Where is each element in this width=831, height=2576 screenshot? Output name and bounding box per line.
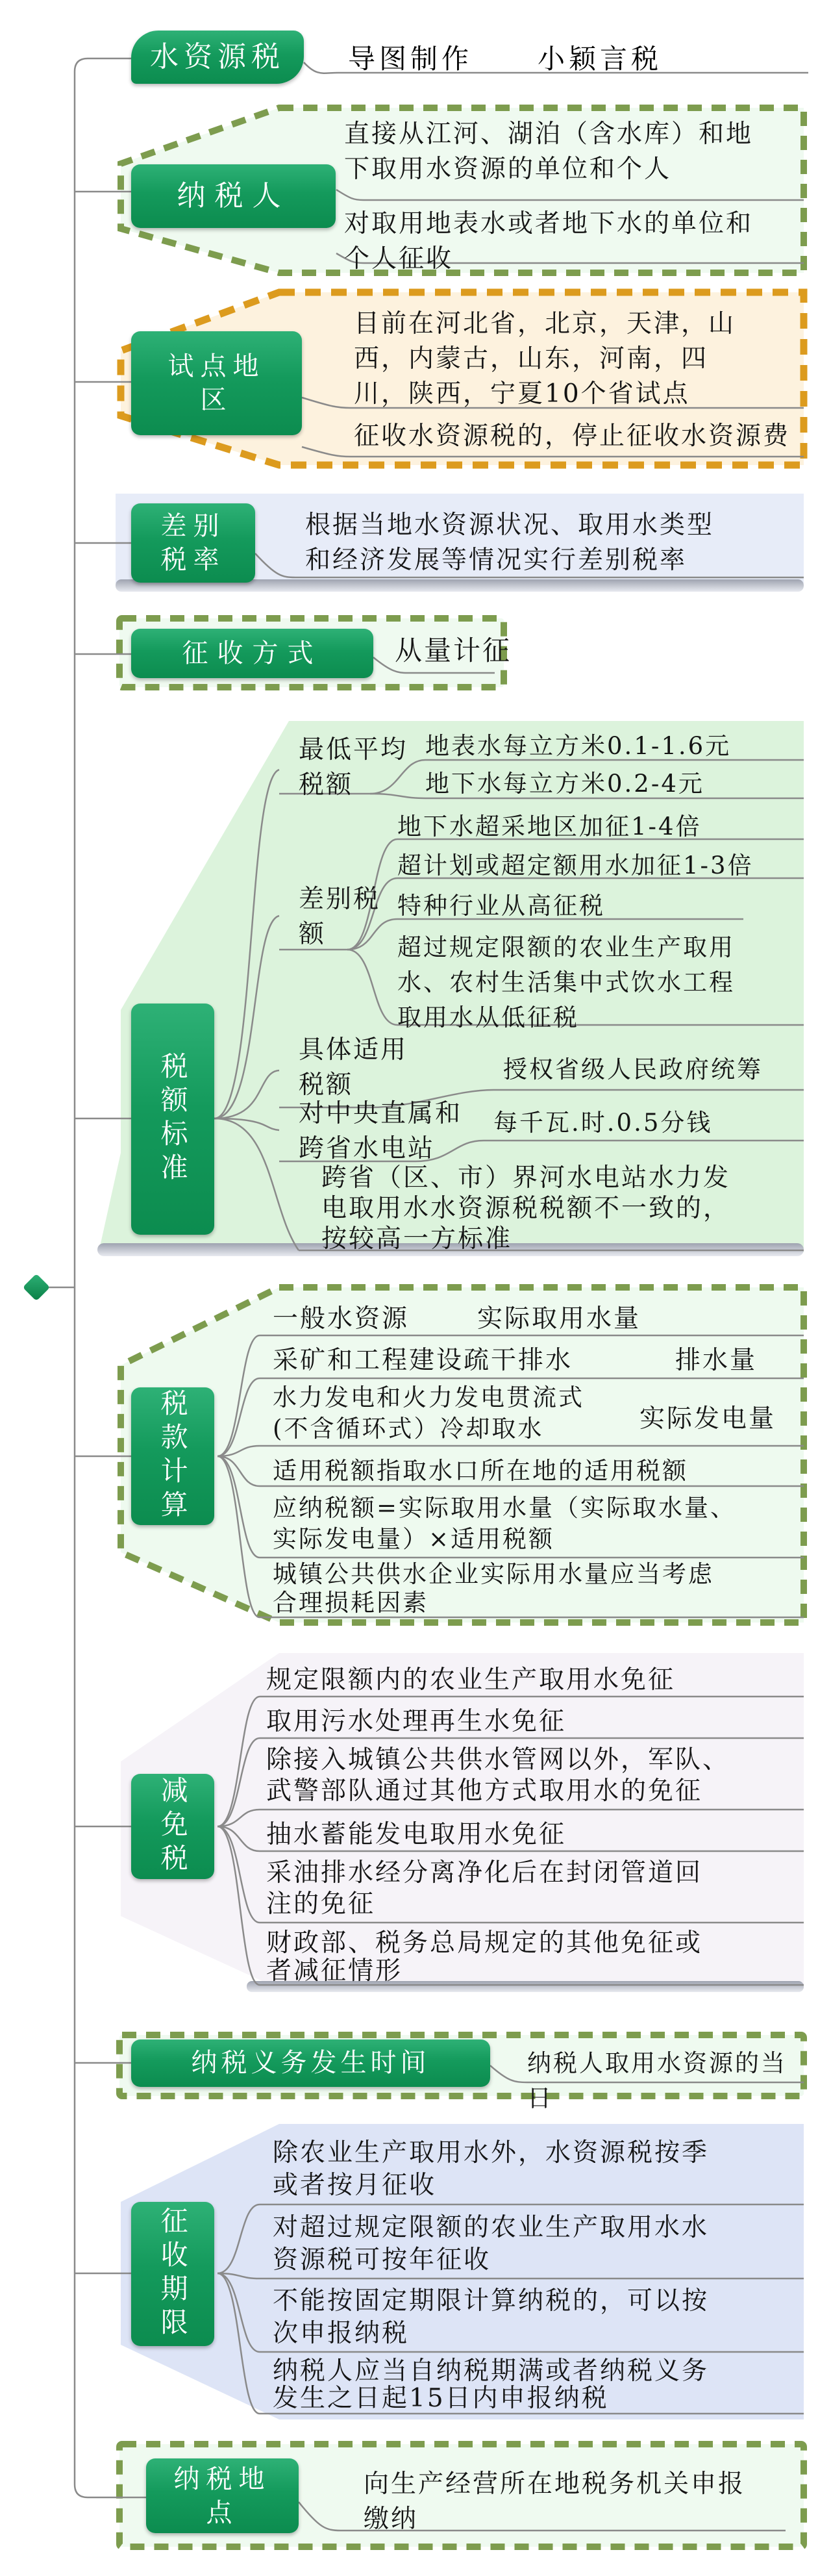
branch-method-label: 征收方式 (182, 638, 323, 668)
group-central-label[interactable]: 对中央直属和跨省水电站 (299, 1099, 463, 1163)
node-calc-row-2-value[interactable]: 实际发电量 (639, 1404, 776, 1433)
node-place-item-0[interactable]: 向生产经营所在地税务机关申报缴纳 (364, 2469, 746, 2534)
branch-pilot[interactable] (131, 331, 302, 435)
credit-maker: 导图制作 (348, 43, 473, 75)
node-exemption-item-5[interactable]: 财政部、税务总局规定的其他免征或者减征情形 (266, 1928, 703, 1986)
branch-diff-rate-label: 差别税率 (160, 511, 226, 575)
node-calc-row-3[interactable]: 适用税额指取水口所在地的适用税额 (273, 1457, 688, 1485)
node-period-item-1[interactable]: 对超过规定限额的农业生产取用水水资源税可按年征收 (273, 2213, 710, 2275)
branch-calculation[interactable] (131, 1387, 214, 1525)
node-taxpayer-item-0[interactable]: 直接从江河、湖泊（含水库）和地下取用水资源的单位和个人 (344, 120, 754, 184)
branch-calculation-label: 税款计算 (156, 1389, 189, 1524)
node-standard-g3-item-0[interactable]: 每千瓦.时.0.5分钱 (493, 1109, 713, 1137)
branch-standard[interactable] (131, 1004, 214, 1235)
branch-exemption-label: 减免税 (156, 1776, 189, 1877)
root-label: 水资源税 (150, 40, 285, 74)
node-exemption-item-3[interactable]: 抽水蓄能发电取用水免征 (266, 1820, 567, 1849)
branch-taxpayer[interactable] (131, 164, 336, 228)
branch-obligation-time-label: 纳税义务发生时间 (191, 2048, 430, 2078)
node-exemption-item-0[interactable]: 规定限额内的农业生产取用水免征 (266, 1665, 676, 1695)
node-standard-g2-item-0[interactable]: 授权省级人民政府统筹 (503, 1055, 763, 1083)
node-standard-item-0[interactable]: 跨省（区、市）界河水电站水力发电取用水水资源税税额不一致的，按较高一方标准 (321, 1163, 731, 1254)
node-obligation-item-0[interactable]: 纳税人取用水资源的当日 (527, 2049, 787, 2112)
branch-obligation-time[interactable] (131, 2039, 490, 2087)
node-exemption-item-1[interactable]: 取用污水处理再生水免征 (266, 1707, 567, 1736)
node-calc-row-5[interactable]: 城镇公共供水企业实际用水量应当考虑合理损耗因素 (273, 1560, 714, 1617)
node-standard-g1-item-3[interactable]: 超过规定限额的农业生产取用水、农村生活集中式饮水工程取用水从低征税 (397, 933, 735, 1031)
branch-pilot-label: 试点地区 (167, 351, 266, 415)
credit-author: 小颖言税 (538, 43, 663, 75)
node-standard-g1-item-2[interactable]: 特种行业从高征税 (397, 892, 605, 920)
branch-place-label: 纳税地点 (173, 2464, 271, 2528)
node-standard-g1-item-0[interactable]: 地下水超采地区加征1-4倍 (397, 813, 702, 840)
branch-place[interactable] (146, 2458, 299, 2533)
node-calc-row-4[interactable]: 应纳税额=实际取用水量（实际取水量、实际发电量）×适用税额 (273, 1494, 737, 1553)
node-period-item-3[interactable]: 纳税人应当自纳税期满或者纳税义务发生之日起15日内申报纳税 (273, 2356, 710, 2413)
node-diff-rate-item-0[interactable]: 根据当地水资源状况、取用水类型和经济发展等情况实行差别税率 (305, 511, 715, 575)
node-period-item-2[interactable]: 不能按固定期限计算纳税的，可以按次申报纳税 (273, 2286, 710, 2348)
node-calc-row-0[interactable]: 一般水资源 (273, 1304, 410, 1333)
node-period-item-0[interactable]: 除农业生产取用水外，水资源税按季或者按月征收 (273, 2138, 710, 2200)
node-pilot-item-0[interactable]: 目前在河北省，北京，天津，山西，内蒙古，山东，河南，四川，陕西，宁夏10个省试点 (354, 309, 736, 409)
node-taxpayer-item-1[interactable]: 对取用地表水或者地下水的单位和个人征收 (344, 209, 754, 273)
node-standard-g0-item-1[interactable]: 地下水每立方米0.2-4元 (425, 770, 704, 798)
node-calc-row-2[interactable]: 水力发电和火力发电贯流式(不含循环式）冷却取水 (273, 1383, 584, 1443)
node-standard-g1-item-1[interactable]: 超计划或超定额用水加征1-3倍 (397, 852, 754, 879)
node-calc-row-1[interactable]: 采矿和工程建设疏干排水 (273, 1346, 573, 1375)
node-standard-g0-item-0[interactable]: 地表水每立方米0.1-1.6元 (425, 732, 732, 760)
branch-standard-label: 税额标准 (156, 1052, 189, 1187)
branch-period[interactable] (131, 2202, 214, 2346)
branch-diff-rate[interactable] (131, 503, 255, 583)
branch-period-label: 征收期限 (156, 2206, 189, 2342)
root-node[interactable] (131, 31, 304, 84)
group-diff-amount-label[interactable]: 差别税额 (299, 885, 381, 949)
node-calc-row-0-value[interactable]: 实际取用水量 (477, 1304, 641, 1333)
node-pilot-item-1[interactable]: 征收水资源税的，停止征收水资源费 (354, 422, 791, 451)
branch-taxpayer-label: 纳税人 (177, 179, 290, 213)
branch-method[interactable] (131, 629, 373, 678)
node-exemption-item-4[interactable]: 采油排水经分离净化后在封闭管道回注的免征 (266, 1858, 703, 1919)
node-calc-row-1-value[interactable]: 排水量 (675, 1346, 758, 1375)
branch-exemption[interactable] (131, 1774, 214, 1879)
group-specific-label[interactable]: 具体适用税额 (299, 1035, 408, 1100)
node-method-item-0[interactable]: 从量计征 (395, 635, 512, 666)
node-exemption-item-2[interactable]: 除接入城镇公共供水管网以外，军队、武警部队通过其他方式取用水的免征 (266, 1745, 730, 1806)
group-min-avg-label[interactable]: 最低平均税额 (299, 735, 408, 800)
